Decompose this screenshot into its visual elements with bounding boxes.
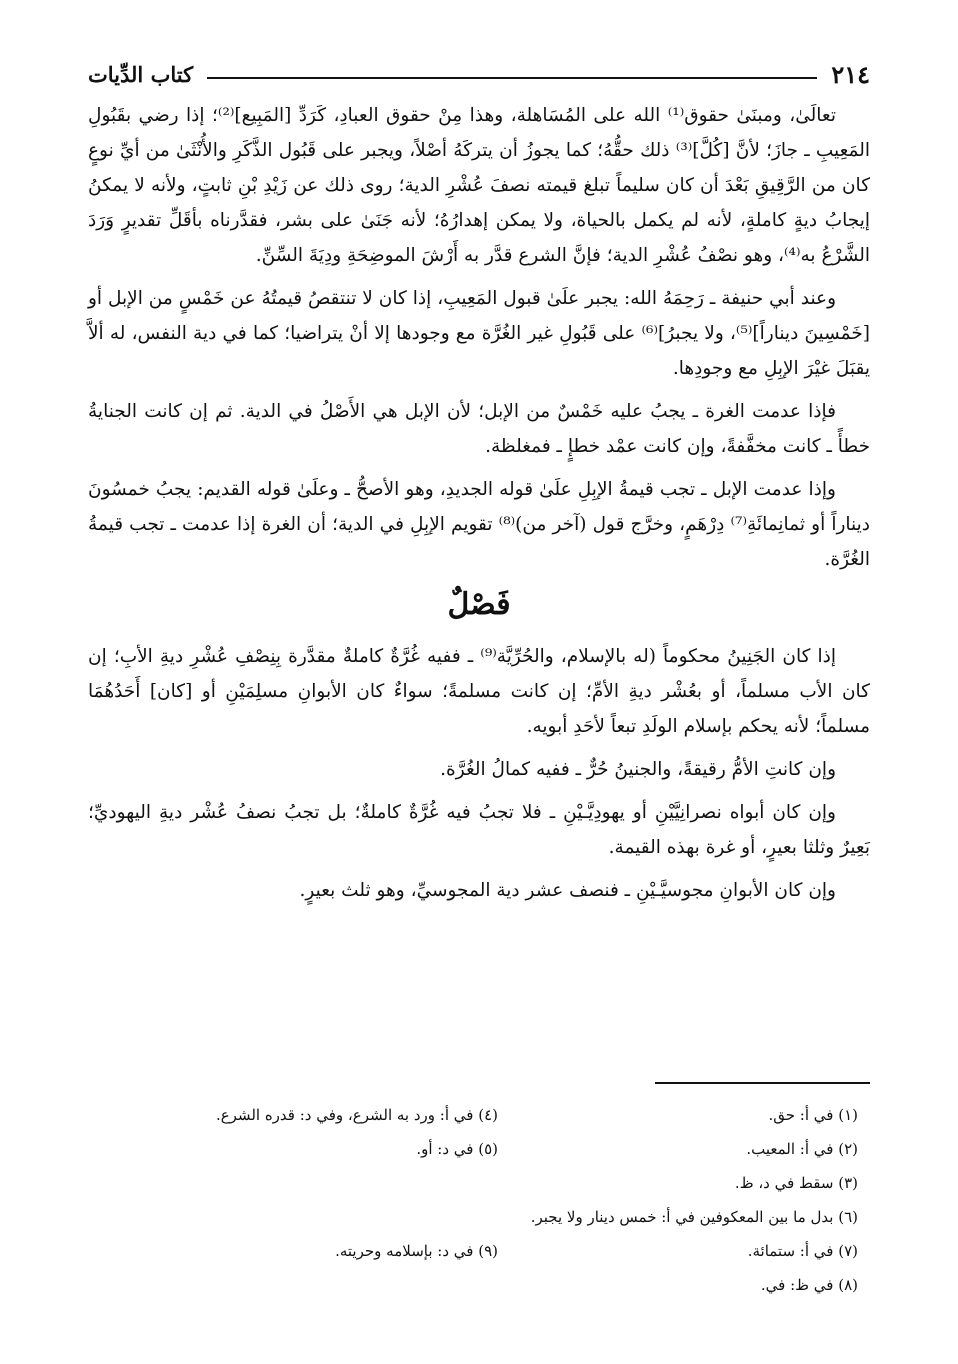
header-rule	[207, 77, 817, 79]
footnote-row	[120, 1098, 858, 1132]
footnote-9: (٩) في د: بإسلامه وحريته.	[335, 1242, 498, 1260]
footnote-row	[120, 1234, 858, 1268]
footnote-row	[120, 1132, 858, 1166]
page-number: ٢١٤	[831, 59, 870, 89]
paragraph-6: وإن كانتِ الأمُّ رقيقةً، والجنينُ حُرٌّ ـ ففيه كمالُ الغُرَّة.	[440, 759, 836, 780]
paragraph-8: وإن كان الأبوانِ مجوسيَّـيْنِ ـ فنصف عشر دية المجوسيِّ، وهو ثلث بعيرٍ.	[299, 880, 836, 901]
footnote-2: (٢) في أ: المعيب.	[746, 1140, 858, 1158]
paragraph-2: وعند أبي حنيفة ـ رَحِمَهُ الله: يجبر علَىٰ قبول المَعِيبِ، إذا كان لا تنتقصُ قيمتُهُ عن خَمْسٍ من الإبل أو [خَمْسِينَ ديناراً]⁽⁵⁾، ولا يجبرُ]⁽⁶⁾ على قَبُولِ غير الغُرَّة مع وجودها إلا أنْ يتراضيا؛ كما في دية النفس، له ألاَّ يقبَلَ غيْرَ الإبِلِ مع وجودِها.	[88, 288, 870, 379]
footnote-3: (٣) سقط في د، ظ.	[734, 1174, 858, 1192]
paragraph-5: إذا كان الجَنِينُ محكوماً (له بالإسلام، والحُرِّيَّة⁽⁹⁾ ـ ففيه غُرَّةٌ كاملةٌ مقدَّرة بِنِصْفِ عُشْرِ ديةِ الأبِ؛ إن كان الأب مسلماً، أو بعُشْر ديةِ الأمِّ؛ إن كانت مسلمةً؛ سواءٌ كان الأبوانِ مسلِمَيْنِ أو [كان] أَحَدُهُمَا مسلماً؛ لأنه يحكم بإسلام الولَدِ تبعاً لأحَدِ أبويه.	[88, 646, 870, 737]
running-header	[88, 56, 870, 92]
book-title: كتاب الدِّيات	[88, 61, 194, 87]
paragraph-3: فإذا عدمت الغرة ـ يجبُ عليه خَمْسٌ من الإبل؛ لأن الإبل هي الأَصْلُ في الدية. ثم إن كانت الجنايةُ خطأً ـ كانت مخفَّفةً، وإن كانت عمْد خطإٍ ـ فمغلظة.	[88, 401, 870, 457]
footnote-separator	[655, 1082, 870, 1084]
footnote-5: (٥) في د: أو.	[416, 1140, 498, 1158]
paragraph-4: وإذا عدمت الإبل ـ تجب قيمةُ الإبِلِ علَىٰ قوله الجديدِ، وهو الأصحُّ ـ وعلَىٰ قوله القديم: يجبُ خمسُونَ ديناراً أو ثمانِمائَةِ⁽⁷⁾ دِرْهَمٍ، وخرَّج قول (آخر من)⁽⁸⁾ تقويم الإبِلِ في الدية؛ أن الغرة إذا عدمت ـ تجب قيمةُ الغُرَّة.	[88, 479, 870, 570]
footnote-7: (٧) في أ: ستمائة.	[747, 1242, 858, 1260]
main-text	[88, 98, 870, 916]
footnote-6: (٦) بدل ما بين المعكوفين في أ: خمس دينار ولا يجبر.	[530, 1208, 858, 1226]
footnotes	[120, 1098, 858, 1302]
footnote-row	[120, 1166, 858, 1200]
section-heading: فَصْلٌ	[447, 587, 511, 622]
footnote-1: (١) في أ: حق.	[768, 1106, 858, 1124]
footnote-8: (٨) في ظ: في.	[760, 1276, 858, 1294]
paragraph-7: وإن كان أبواه نصرانِيَّيْنِ أو يهودِيَّـيْنِ ـ فلا تجبُ فيه غُرَّةٌ كاملةٌ؛ بل تجبُ نصفُ عُشْر ديةِ اليهوديِّ؛ بَعِيرٌ وثلثا بعيرٍ، أو غرة بهذه القيمة.	[88, 802, 870, 858]
paragraph-1: تعالَىٰ، ومبنَىٰ حقوق⁽¹⁾ الله على المُسَاهلة، وهذا مِنْ حقوق العبادِ، كَرَدِّ [المَبِيع]⁽²⁾؛ إذا رضي بقَبُولِ المَعِيبِ ـ جازَ؛ لأنَّ [كُلَّ]⁽³⁾ ذلك حقُّهُ؛ كما يجوزُ أن يتركَهُ أصْلاً، ويجبر على قَبُول الذَّكَرِ والأُنْثَىٰ من أيِّ نوعٍ كان من الرَّقِيقِ بَعْدَ أن كان سليماً تبلغ قيمته نصفَ عُشْرِ الدية؛ روى ذلك عن زَيْدِ بْنِ ثابتٍ، ولأنه لا يمكنُ إيجابُ ديةٍ كاملةٍ، لأنه لم يكمل بالحياة، ولا يمكن إهدارُهُ؛ لأنه جَنَىٰ على بشر، فقدَّرناه بأقَلِّ تقديرٍ وَرَدَ الشَّرْعُ به⁽⁴⁾، وهو نصْفُ عُشْرِ الدية؛ فإنَّ الشرع قدَّر به أَرْشَ الموضِحَةِ ودِيَةَ السِّنِّ.	[88, 105, 870, 266]
footnote-4: (٤) في أ: ورد به الشرع، وفي د: قدره الشرع.	[215, 1106, 498, 1124]
